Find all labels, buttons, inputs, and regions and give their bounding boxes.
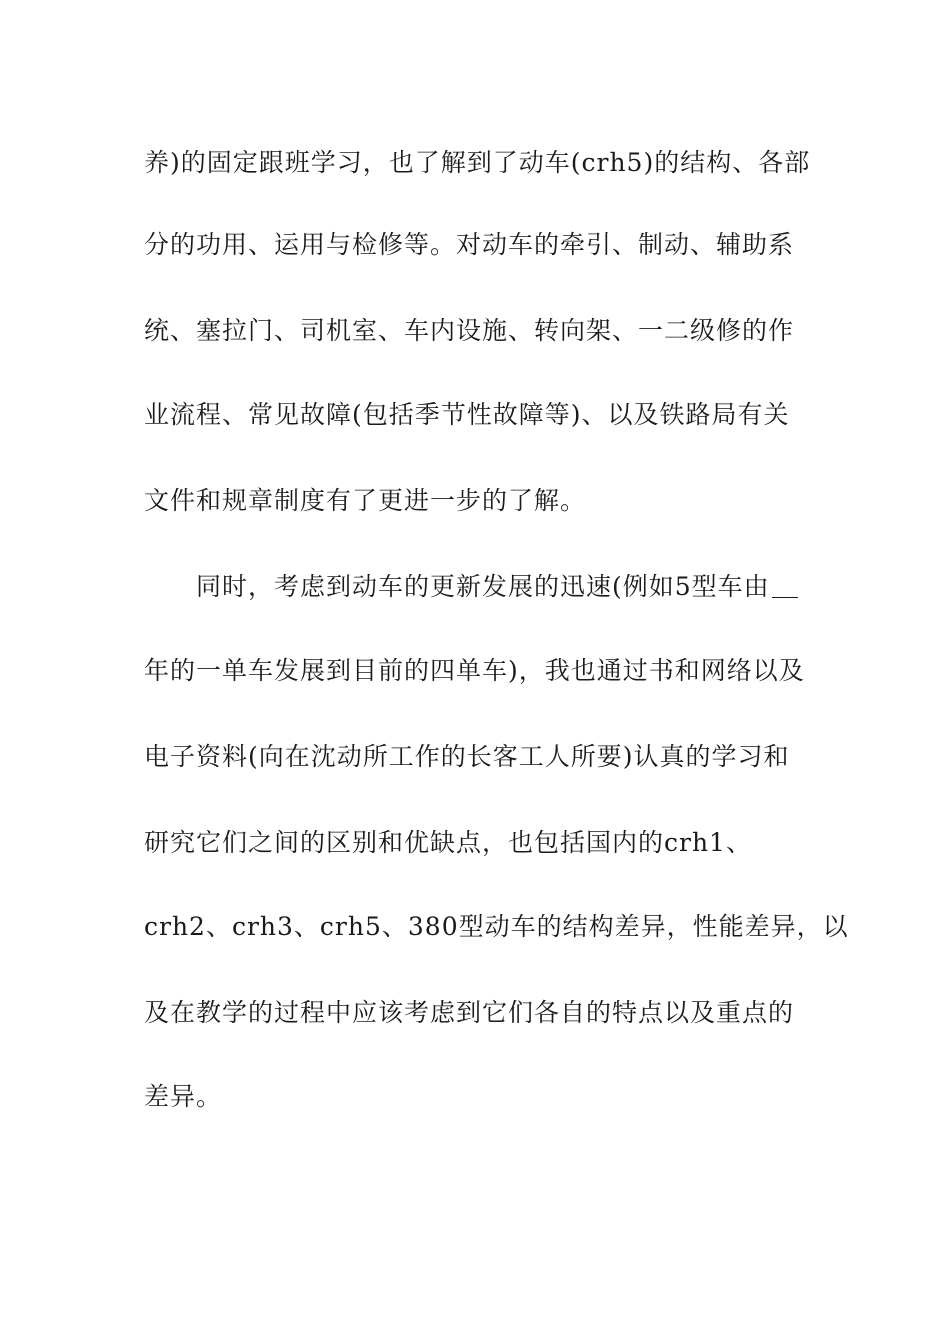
paragraph-2-line-1 <box>196 570 806 604</box>
paragraph-2-line-4: 研究它们之间的区别和优缺点，也包括国内的crh1、 <box>144 828 752 857</box>
paragraph-2-line-7: 差异。 <box>144 1082 223 1111</box>
paragraph-1-line-2: 分的功用、运用与检修等。对动车的牵引、制动、辅助系 <box>144 230 795 259</box>
paragraph-1-line-3: 统、塞拉门、司机室、车内设施、转向架、一二级修的作 <box>144 316 795 345</box>
paragraph-2-line-5: crh2、crh3、crh5、380型动车的结构差异，性能差异，以 <box>144 912 849 941</box>
paragraph-2-line-6: 及在教学的过程中应该考虑到它们各自的特点以及重点的 <box>144 998 795 1027</box>
fill-in-blank <box>772 575 798 598</box>
paragraph-2-line-3: 电子资料(向在沈动所工作的长客工人所要)认真的学习和 <box>144 742 790 771</box>
paragraph-1-line-4: 业流程、常见故障(包括季节性故障等)、以及铁路局有关 <box>144 400 790 429</box>
paragraph-2-line-1-text: 同时，考虑到动车的更新发展的迅速(例如5型车由 <box>196 572 770 601</box>
paragraph-1-line-1: 养)的固定跟班学习，也了解到了动车(crh5)的结构、各部 <box>144 148 811 177</box>
paragraph-2-line-2: 年的一单车发展到目前的四单车)，我也通过书和网络以及 <box>144 656 805 685</box>
paragraph-1-line-5: 文件和规章制度有了更进一步的了解。 <box>144 486 587 515</box>
